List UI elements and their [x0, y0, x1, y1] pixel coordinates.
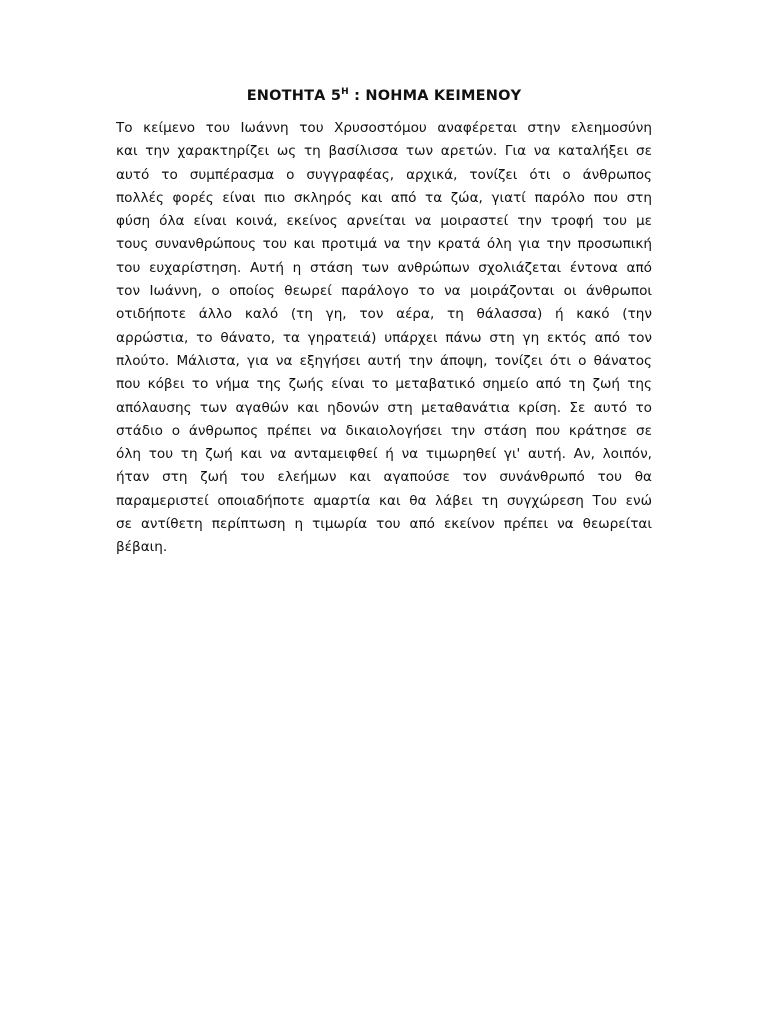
paragraph-line: που κόβει το νήμα της ζωής είναι το μεταβατικό σημείο από τη ζωή της: [116, 376, 652, 393]
paragraph-line: αρρώστια, το θάνατο, τα γηρατειά) υπάρχει πάνω στη γη εκτός από τον: [116, 329, 652, 346]
paragraph-line: βέβαιη.: [116, 539, 168, 556]
title-main: ΕΝΟΤΗΤΑ 5: [246, 88, 342, 104]
paragraph-line: στάδιο ο άνθρωπος πρέπει να δικαιολογήσει την στάση που κράτησε σε: [116, 422, 652, 439]
paragraph-line: οτιδήποτε άλλο καλό (τη γη, τον αέρα, τη θάλασσα) ή κακό (την: [116, 306, 652, 323]
paragraph-line: τους συνανθρώπους του και προτιμά να την κρατά όλη για την προσωπική: [116, 236, 652, 253]
paragraph-line: σε αντίθετη περίπτωση η τιμωρία του από εκείνον πρέπει να θεωρείται: [116, 516, 652, 533]
paragraph-line: παραμεριστεί οποιαδήποτε αμαρτία και θα λάβει τη συγχώρεση Του ενώ: [116, 492, 652, 509]
body-paragraph: [116, 117, 652, 560]
page-title: [0, 86, 768, 106]
paragraph-line: τον Ιωάννη, ο οποίος θεωρεί παράλογο το να μοιράζονται οι άνθρωποι: [116, 283, 652, 300]
paragraph-line: ήταν στη ζωή του ελεήμων και αγαπούσε τον συνάνθρωπό του θα: [116, 469, 652, 486]
paragraph-line: απόλαυσης των αγαθών και ηδονών στη μεταθανάτια κρίση. Σε αυτό το: [116, 399, 652, 416]
paragraph-line: Το κείμενο του Ιωάννη του Χρυσοστόμου αναφέρεται στην ελεημοσύνη: [116, 120, 652, 136]
title-rest: : ΝΟΗΜΑ ΚΕΙΜΕΝΟΥ: [348, 88, 522, 104]
paragraph-line: πολλές φορές είναι πιο σκληρός και από τα ζώα, γιατί παρόλο που στη: [116, 189, 652, 206]
title-superscript: Η: [341, 87, 349, 97]
paragraph-line: και την χαρακτηρίζει ως τη βασίλισσα των αρετών. Για να καταλήξει σε: [116, 143, 652, 160]
paragraph-line: αυτό το συμπέρασμα ο συγγραφέας, αρχικά, τονίζει ότι ο άνθρωπος: [116, 166, 652, 183]
paragraph-line: φύση όλα είναι κοινά, εκείνος αρνείται να μοιραστεί την τροφή του με: [116, 213, 652, 230]
paragraph-line: όλη του τη ζωή και να ανταμειφθεί ή να τιμωρηθεί γι' αυτή. Αν, λοιπόν,: [116, 446, 652, 463]
paragraph-line: του ευχαρίστηση. Αυτή η στάση των ανθρώπων σχολιάζεται έντονα από: [116, 259, 652, 276]
paragraph-line: πλούτο. Μάλιστα, για να εξηγήσει αυτή την άποψη, τονίζει ότι ο θάνατος: [116, 352, 652, 369]
